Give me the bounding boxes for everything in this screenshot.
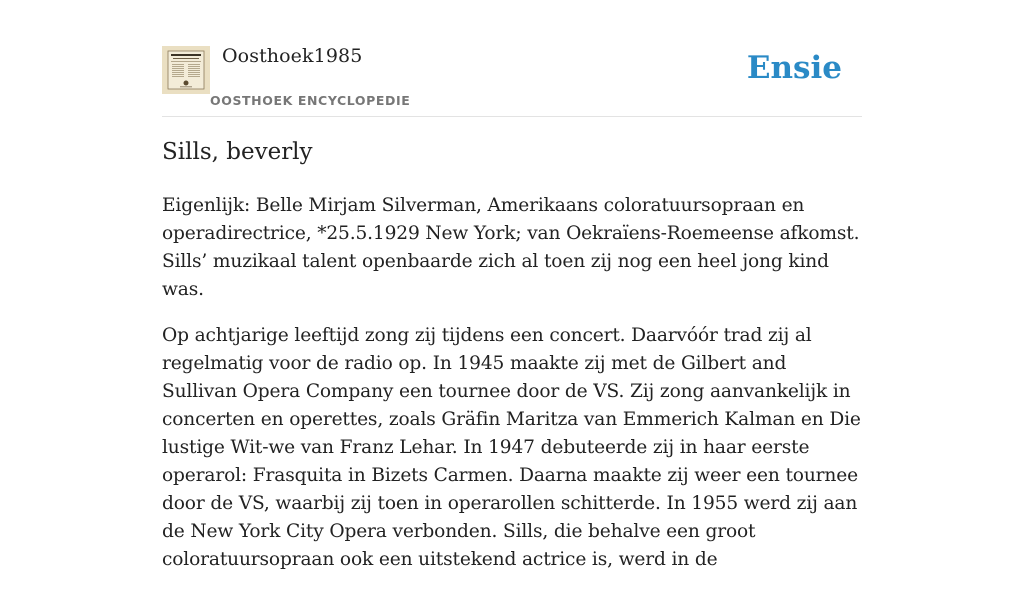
avatar[interactable]: [162, 46, 210, 94]
brand-logo[interactable]: Ensie: [746, 50, 842, 86]
article-body: [162, 192, 862, 592]
article-card: [162, 0, 862, 570]
article-paragraph: Op achtjarige leeftijd zong zij tijdens een concert. Daarvóór trad zij al regelmatig voor de radio op. In 1945 maakte zij met de Gilbert and Sullivan Opera Company een tournee door de VS. Zij zong aanvankelijk in concerten en operettes, zoals Gräfin Maritza van Emmerich Kalman en Die lustige Wit-we van Franz Lehar. In 1947 debuteerde zij in haar eerste operarol: Frasquita in Bizets Carmen. Daarna maakte zij weer een tournee door de VS, waarbij zij toen in operarollen schitterde. In 1955 werd zij aan de New York City Opera verbonden. Sills, die behalve een groot coloratuursopraan ook een uitstekend actrice is, werd in de: [162, 325, 861, 570]
article-header: [162, 0, 862, 117]
article-paragraph: Eigenlijk: Belle Mirjam Silverman, Amerikaans coloratuursopraan en operadirectrice, *25.5.1929 New York; van Oekraïens-Roemeense afkomst. Sills’ muzikaal talent openbaarde zich al toen zij nog een heel jong kind was.: [162, 195, 860, 300]
source-label[interactable]: OOSTHOEK ENCYCLOPEDIE: [210, 93, 411, 108]
article-title: Sills, beverly: [162, 139, 313, 165]
encyclopedia-cover-icon: [162, 46, 210, 94]
author-name[interactable]: Oosthoek1985: [222, 45, 363, 67]
